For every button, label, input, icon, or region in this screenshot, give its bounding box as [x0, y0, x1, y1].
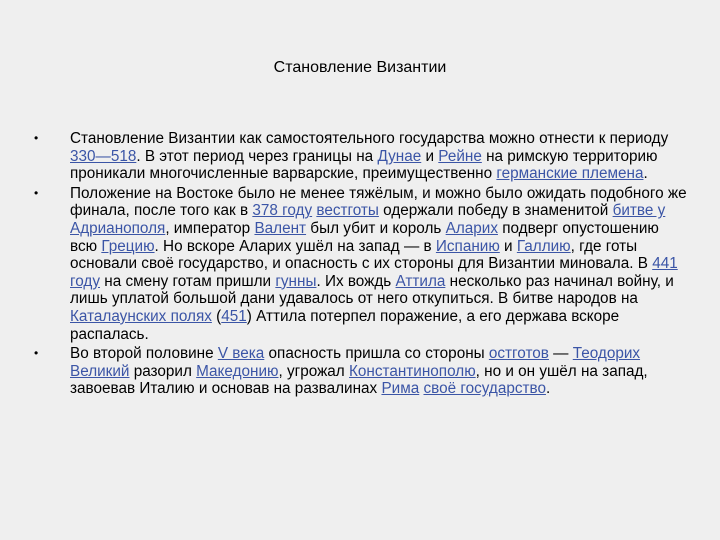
- bullet-list: [34, 130, 690, 400]
- bullet-dot-icon: •: [34, 131, 39, 145]
- bullet-text: , угрожал: [278, 362, 349, 380]
- bullet-text: и: [499, 237, 517, 255]
- bullet-text: Положение на Востоке было не менее тяжёлым, и можно было ожидать подобного же финала, после того как в: [70, 184, 687, 220]
- wiki-link[interactable]: Валент: [254, 219, 307, 237]
- wiki-link[interactable]: Аттила: [395, 272, 446, 290]
- wiki-link[interactable]: Каталаунских полях: [70, 307, 212, 325]
- wiki-link[interactable]: остготов: [488, 345, 549, 363]
- bullet-text: подверг опустошению всю: [70, 219, 659, 255]
- slide-title: Становление Византии: [273, 59, 447, 76]
- wiki-link[interactable]: германские племена: [496, 165, 644, 183]
- bullet-dot-icon: •: [34, 185, 39, 200]
- bullet-text: , где готы основали своё государство, и опасность с их стороны для Византии миновала. В: [70, 237, 653, 273]
- wiki-link[interactable]: своё государство: [423, 380, 546, 398]
- wiki-link[interactable]: V века: [217, 345, 265, 363]
- bullet-item: [34, 345, 690, 398]
- bullet-text: опасность пришла со стороны: [264, 345, 489, 363]
- wiki-link[interactable]: 378 году: [252, 202, 313, 220]
- bullet-text: Становление Византии как самостоятельного государства можно отнести к периоду: [70, 130, 669, 147]
- wiki-link[interactable]: 441 году: [70, 255, 678, 290]
- bullet-text: был убит и король: [306, 219, 446, 237]
- bullet-item: [34, 185, 690, 343]
- bullet-text: . В этот период через границы на: [136, 147, 378, 165]
- bullet-text: .: [643, 165, 648, 183]
- bullet-text: , император: [165, 219, 255, 237]
- wiki-link[interactable]: Рейне: [438, 147, 482, 165]
- wiki-link[interactable]: 330—518: [70, 147, 137, 165]
- bullet-text: несколько раз начинал войну, и лишь уплатой большой дани удавалось от него откупиться. В битве народов на: [70, 272, 674, 308]
- wiki-link[interactable]: вестготы: [316, 202, 379, 220]
- wiki-link[interactable]: Испанию: [435, 237, 500, 255]
- bullet-text: .: [545, 380, 551, 398]
- bullet-text: . Их вождь: [316, 272, 396, 290]
- bullet-text: . Но вскоре Аларих ушёл на запад — в: [154, 237, 436, 255]
- bullet-item: [34, 130, 690, 183]
- bullet-text: ) Аттила потерпел поражение, а его держава вскоре распалась.: [70, 307, 620, 343]
- wiki-link[interactable]: Рима: [381, 380, 420, 398]
- wiki-link[interactable]: Аларих: [445, 219, 498, 237]
- wiki-link[interactable]: 451: [221, 307, 247, 325]
- wiki-link[interactable]: Грецию: [101, 237, 155, 255]
- wiki-link[interactable]: Константинополю: [349, 362, 476, 380]
- bullet-text: на римскую территорию проникали многочисленные варварские, преимущественно: [70, 147, 658, 183]
- bullet-text: Во второй половине: [70, 345, 218, 363]
- wiki-link[interactable]: Галлию: [516, 237, 571, 255]
- wiki-link[interactable]: битве у Адрианополя: [70, 202, 666, 237]
- bullet-text: разорил: [129, 362, 197, 380]
- wiki-link[interactable]: Теодорих Великий: [70, 345, 641, 380]
- bullet-text: на смену готам пришли: [100, 272, 276, 290]
- wiki-link[interactable]: Македонию: [196, 362, 279, 380]
- bullet-text: одержали победу в знаменитой: [378, 202, 613, 220]
- bullet-dot-icon: •: [34, 346, 39, 361]
- wiki-link[interactable]: Дунае: [377, 147, 422, 165]
- wiki-link[interactable]: гунны: [275, 272, 317, 290]
- bullet-text: , но и он ушёл на запад, завоевав Италию и основав на развалинах: [70, 362, 648, 398]
- bullet-text: (: [211, 307, 222, 325]
- bullet-text: —: [548, 345, 573, 363]
- bullet-text: и: [421, 147, 439, 165]
